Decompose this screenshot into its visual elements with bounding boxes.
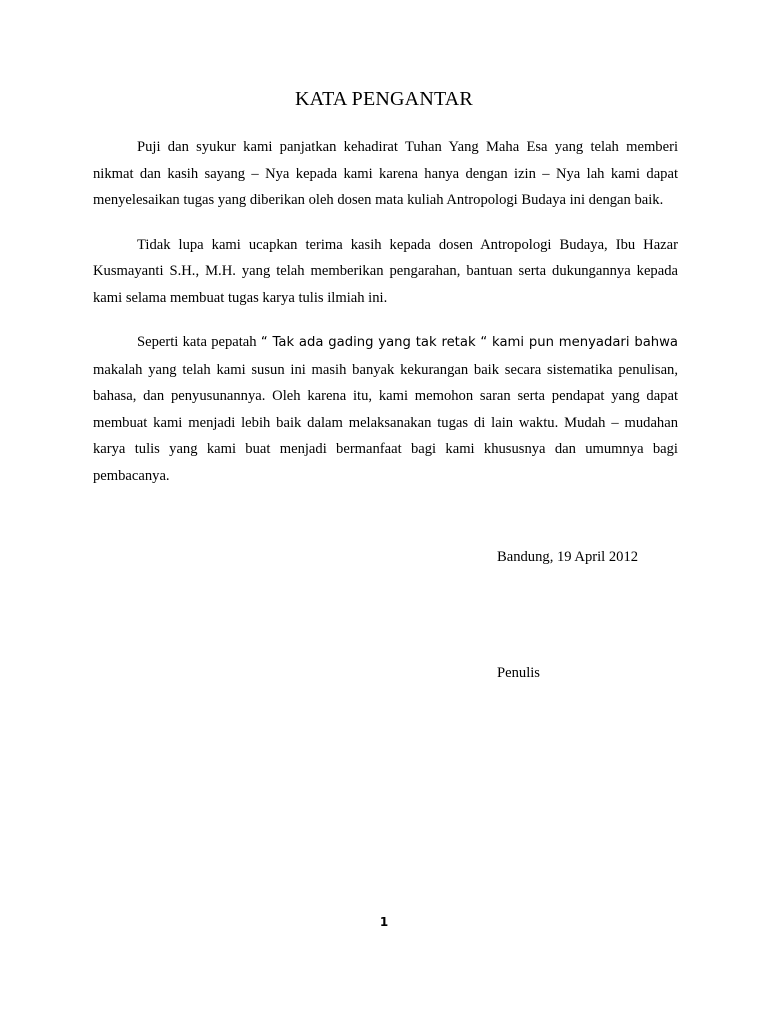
paragraph-proverb-rest: makalah yang telah kami susun ini masih banyak kekurangan baik secara sistematika penulisan, bahasa, dan penyusunannya. Oleh karena itu, kami memohon saran serta pendapat yang dapat membuat kami menjadi lebih baik dalam melaksanakan tugas di lain waktu. Mudah – mudahan karya tulis yang kami buat menjadi bermanfaat bagi kami khususnya dan umumnya bagi pembacanya. (93, 361, 678, 484)
paragraph-gratitude: Puji dan syukur kami panjatkan kehadirat Tuhan Yang Maha Esa yang telah memberi nikmat dan kasih sayang – Nya kepada kami karena hanya dengan izin – Nya lah kami dapat menyelesaikan tugas yang diberikan oleh dosen mata kuliah Antropologi Budaya ini dengan baik. (93, 139, 678, 208)
paragraph-thanks-lecturer: Tidak lupa kami ucapkan terima kasih kepada dosen Antropologi Budaya, Ibu Hazar Kusmayanti S.H., M.H. yang telah memberikan pengarahan, bantuan serta dukungannya kepada kami selama membuat tugas karya tulis ilmiah ini. (93, 236, 678, 306)
author-signature: Penulis (497, 665, 540, 681)
page-number: 1 (379, 915, 389, 929)
document-body (93, 134, 678, 507)
paragraph-proverb (93, 329, 678, 489)
place-date: Bandung, 19 April 2012 (497, 549, 639, 565)
proverb-quote: “ Tak ada gading yang tak retak “ kami pun menyadari bahwa (260, 335, 678, 350)
paragraph-proverb-start: Seperti kata pepatah (137, 334, 261, 350)
page-title: KATA PENGANTAR (295, 88, 473, 110)
